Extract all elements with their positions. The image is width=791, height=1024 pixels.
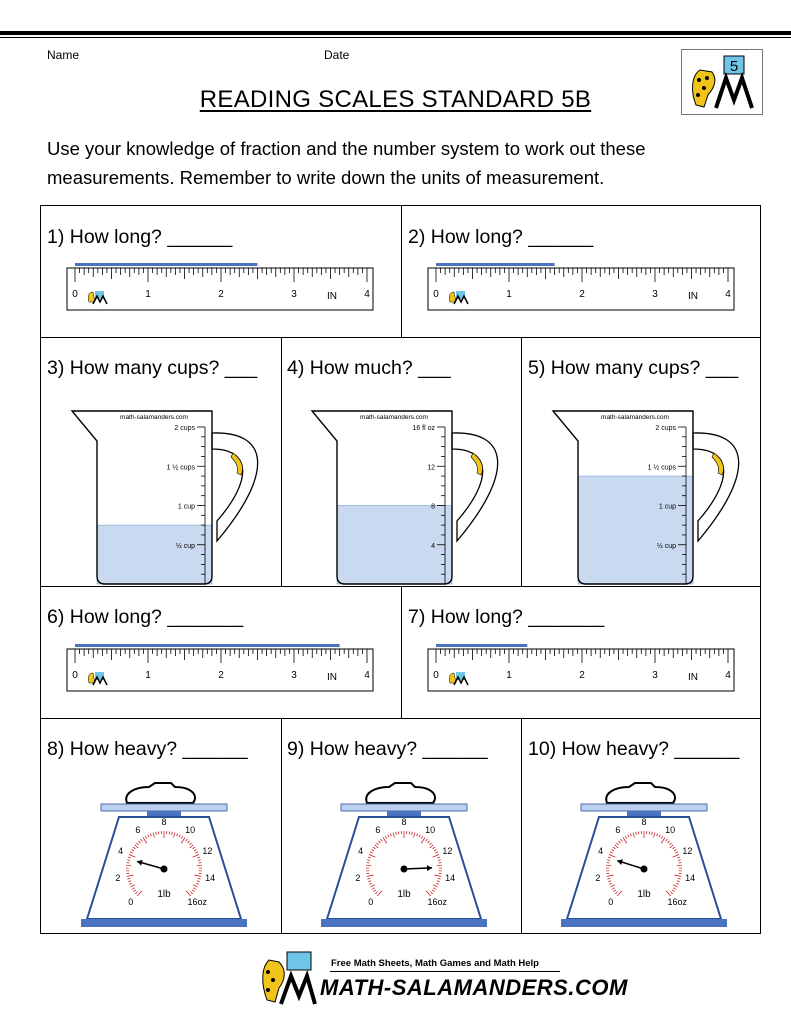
ruler-number: 2 (579, 289, 585, 300)
page-title: READING SCALES STANDARD 5B (199, 86, 592, 113)
dial-number: 0 (368, 897, 374, 908)
ruler-q7 (428, 639, 738, 699)
jug-scale-label: ½ cup (175, 542, 195, 550)
jug-scale-label: 1 ½ cups (647, 464, 676, 472)
top-border (0, 31, 791, 35)
dial-pivot (641, 866, 648, 873)
scale-pan (101, 804, 227, 811)
weight-object (366, 783, 435, 803)
jug-handle (452, 433, 498, 541)
kitchen-scale-q8 (79, 773, 249, 928)
question-4: 4) How much? ___ (287, 357, 451, 379)
dial-number: 4 (598, 846, 604, 857)
dial-number: 8 (401, 817, 407, 827)
ruler-number: 4 (725, 289, 731, 300)
question-7: 7) How long? _______ (408, 606, 605, 628)
jug-liquid (578, 476, 693, 584)
dial-number: 10 (185, 824, 196, 835)
jug-scale-label: 1 cup (177, 503, 195, 511)
dial-number: 0 (608, 897, 614, 908)
measured-line (75, 263, 258, 266)
ruler-number: 0 (433, 670, 439, 681)
question-8: 8) How heavy? ______ (47, 738, 248, 760)
ruler-unit: IN (688, 672, 698, 683)
ruler-number: 4 (364, 289, 370, 300)
dial-number: 8 (161, 817, 167, 827)
dial-number: 8 (641, 817, 647, 827)
ruler-unit: IN (327, 672, 337, 683)
col-divider (401, 206, 402, 337)
dial-number: 12 (682, 846, 693, 857)
dial-number: 4 (358, 846, 364, 857)
jug-handle (693, 433, 739, 541)
footer-brand: MATH-SALAMANDERS.COM (320, 975, 628, 1000)
col-divider (521, 337, 522, 586)
scale-base (81, 919, 247, 927)
name-label: Name (47, 48, 80, 62)
dial-number: 2 (595, 873, 601, 884)
dial-unit-label: 1lb (157, 889, 171, 900)
dial-number: 16oz (187, 897, 207, 908)
footer-rule (330, 971, 560, 972)
dial-number: 14 (685, 873, 696, 884)
ruler-number: 1 (145, 670, 151, 681)
measuring-jug-q5 (548, 401, 738, 586)
ruler-q6 (67, 639, 377, 699)
dial-number: 6 (135, 824, 141, 835)
questions-grid (40, 205, 761, 934)
dial-number: 0 (128, 897, 134, 908)
dial-number: 6 (615, 824, 621, 835)
jug-scale-label: 16 fl oz (412, 425, 435, 432)
dial-number: 14 (445, 873, 456, 884)
dial-tick (127, 863, 130, 864)
top-border-thin (0, 37, 791, 38)
jug-scale-label: 4 (431, 542, 435, 550)
dial-pivot (401, 866, 408, 873)
ruler-number: 3 (652, 670, 658, 681)
jug-handle (212, 433, 258, 541)
jug-scale-label: 1 ½ cups (166, 464, 195, 472)
kitchen-scale-q10 (559, 773, 729, 928)
ruler-number: 3 (652, 289, 658, 300)
dial-tick (367, 863, 370, 864)
grade-logo (681, 49, 763, 115)
ruler-number: 1 (506, 670, 512, 681)
dial-unit-label: 1lb (637, 889, 651, 900)
measured-line (436, 263, 555, 266)
dial-number: 14 (205, 873, 216, 884)
question-10: 10) How heavy? ______ (528, 738, 740, 760)
dial-pivot (161, 866, 168, 873)
measured-line (75, 644, 340, 647)
dial-number: 4 (118, 846, 124, 857)
jug-scale-label: 8 (431, 503, 435, 511)
jug-liquid (97, 525, 212, 584)
instructions-line-1: Use your knowledge of fraction and the number system to work out these (47, 138, 646, 159)
dial-number: 2 (355, 873, 361, 884)
question-5: 5) How many cups? ___ (528, 357, 739, 379)
ruler-number: 2 (218, 670, 224, 681)
measuring-jug-q4 (307, 401, 497, 586)
jug-scale-label: 1 cup (658, 503, 676, 511)
scale-pan (581, 804, 707, 811)
scale-pan (341, 804, 467, 811)
dial-number: 12 (202, 846, 213, 857)
col-divider (281, 718, 282, 934)
ruler-number: 3 (291, 289, 297, 300)
jug-scale-label: ½ cup (656, 542, 676, 550)
ruler-number: 2 (579, 670, 585, 681)
footer-logo-icon (255, 948, 315, 1006)
jug-scale-label: 2 cups (174, 425, 195, 432)
ruler-number: 0 (433, 289, 439, 300)
dial-number: 16oz (667, 897, 687, 908)
dial-number: 16oz (427, 897, 447, 908)
ruler-number: 1 (145, 289, 151, 300)
ruler-number: 3 (291, 670, 297, 681)
dial-unit-label: 1lb (397, 889, 411, 900)
dial-number: 12 (442, 846, 453, 857)
dial-tick (438, 863, 441, 864)
jug-scale-label: 2 cups (655, 425, 676, 432)
ruler-number: 0 (72, 289, 78, 300)
question-6: 6) How long? _______ (47, 606, 244, 628)
col-divider (521, 718, 522, 934)
row-divider (41, 718, 760, 719)
row-divider (41, 337, 760, 338)
dial-number: 6 (375, 824, 381, 835)
question-1: 1) How long? ______ (47, 226, 233, 248)
dial-number: 10 (425, 824, 436, 835)
dial-number: 10 (665, 824, 676, 835)
footer-tagline: Free Math Sheets, Math Games and Math Help (331, 958, 539, 969)
jug-brand: math-salamanders.com (601, 414, 669, 421)
jug-brand: math-salamanders.com (360, 414, 428, 421)
weight-object (606, 783, 675, 803)
measured-line (436, 644, 527, 647)
dial-tick (607, 863, 610, 864)
dial-tick (198, 863, 201, 864)
instructions (47, 134, 737, 192)
ruler-number: 4 (364, 670, 370, 681)
ruler-q1 (67, 258, 377, 318)
ruler-unit: IN (688, 291, 698, 302)
date-label: Date (324, 48, 350, 62)
dial-number: 2 (115, 873, 121, 884)
ruler-number: 1 (506, 289, 512, 300)
question-2: 2) How long? ______ (408, 226, 594, 248)
ruler-number: 4 (725, 670, 731, 681)
scale-base (321, 919, 487, 927)
col-divider (281, 337, 282, 586)
question-3: 3) How many cups? ___ (47, 357, 258, 379)
dial-tick (678, 863, 681, 864)
ruler-q2 (428, 258, 738, 318)
measuring-jug-q3 (67, 401, 257, 586)
ruler-number: 2 (218, 289, 224, 300)
salamander-icon (682, 50, 762, 114)
scale-base (561, 919, 727, 927)
jug-scale-label: 12 (427, 464, 435, 472)
grade-badge: 5 (729, 58, 739, 75)
weight-object (126, 783, 195, 803)
ruler-number: 0 (72, 670, 78, 681)
jug-brand: math-salamanders.com (120, 414, 188, 421)
kitchen-scale-q9 (319, 773, 489, 928)
instructions-line-2: measurements. Remember to write down the units of measurement. (47, 167, 605, 188)
col-divider (401, 586, 402, 718)
question-9: 9) How heavy? ______ (287, 738, 488, 760)
ruler-unit: IN (327, 291, 337, 302)
